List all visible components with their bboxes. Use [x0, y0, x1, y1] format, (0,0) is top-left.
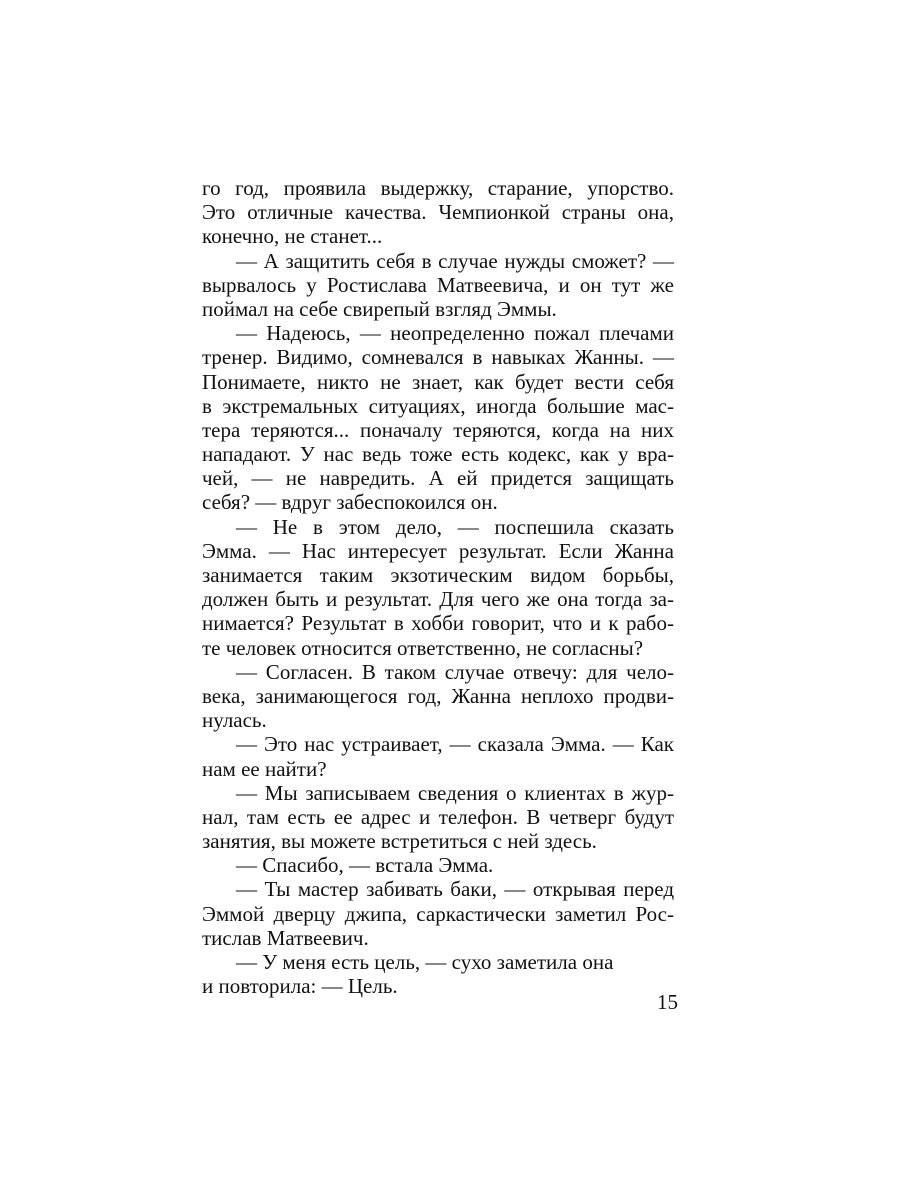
text-line: занятия, вы можете встретиться с ней здесь. — [202, 829, 597, 854]
text-line: — Мы записываем сведения о клиентах в жур- — [236, 780, 674, 805]
text-line: тренер. Видимо, сомневался в навыках Жанны. — — [202, 345, 674, 370]
book-page-text — [202, 176, 674, 998]
text-line: должен быть и результат. Для чего же она тогда за- — [202, 587, 674, 612]
text-line: те человек относится ответственно, не согласны? — [202, 635, 644, 660]
text-line: го год, проявила выдержку, старание, упорство. — [202, 176, 674, 200]
text-line: занимается таким экзотическим видом борьбы, — [202, 563, 674, 587]
text-line: нулась. — [202, 708, 267, 733]
text-line: — Надеюсь, — неопределенно пожал плечами — [236, 321, 674, 346]
text-line: — Это нас устраивает, — сказала Эмма. — Как — [236, 732, 674, 757]
text-line: Понимаете, никто не знает, как будет вести себя — [202, 369, 674, 394]
text-line: тера теряются... поначалу теряются, когда на них — [202, 417, 674, 442]
text-line: — Ты мастер забивать баки, — открывая перед — [236, 877, 674, 902]
text-line: нал, там есть ее адрес и телефон. В четверг будут — [202, 804, 674, 829]
text-line: нам ее найти? — [202, 756, 327, 781]
text-line: — А защитить себя в случае нужды сможет? — — [236, 248, 674, 273]
text-line: века, занимающегося год, Жанна неплохо продви- — [202, 683, 674, 708]
text-line: тислав Матвеевич. — [202, 925, 369, 950]
text-line: — У меня есть цель, — сухо заметила она — [236, 950, 614, 974]
text-line: вырвалось у Ростислава Матвеевича, и он тут же — [202, 272, 674, 297]
text-line: Эмма. — Нас интересует результат. Если Жанна — [202, 538, 674, 563]
text-line: — Согласен. В таком случае отвечу: для чело- — [236, 659, 674, 684]
text-line: себя? — вдруг забеспокоился он. — [202, 490, 498, 515]
page-number: 15 — [657, 990, 678, 1014]
text-line: нимается? Результат в хобби говорит, что и к рабо- — [202, 611, 674, 636]
text-line: Эммой дверцу джипа, саркастически заметил Рос- — [202, 901, 674, 926]
text-line: — Спасибо, — встала Эмма. — [236, 853, 494, 878]
text-line: Это отличные качества. Чемпионкой страны она, — [202, 200, 674, 225]
text-line: и повторила: — Цель. — [202, 974, 398, 999]
text-line: конечно, не станет... — [202, 224, 383, 249]
text-line: чей, — не навредить. А ей придется защищать — [202, 466, 674, 491]
text-line: в экстремальных ситуациях, иногда большие мас- — [202, 393, 674, 418]
text-line: поймал на себе свирепый взгляд Эммы. — [202, 296, 557, 321]
text-line: — Не в этом дело, — поспешила сказать — [236, 514, 674, 539]
text-line: нападают. У нас ведь тоже есть кодекс, как у вра- — [202, 442, 674, 467]
